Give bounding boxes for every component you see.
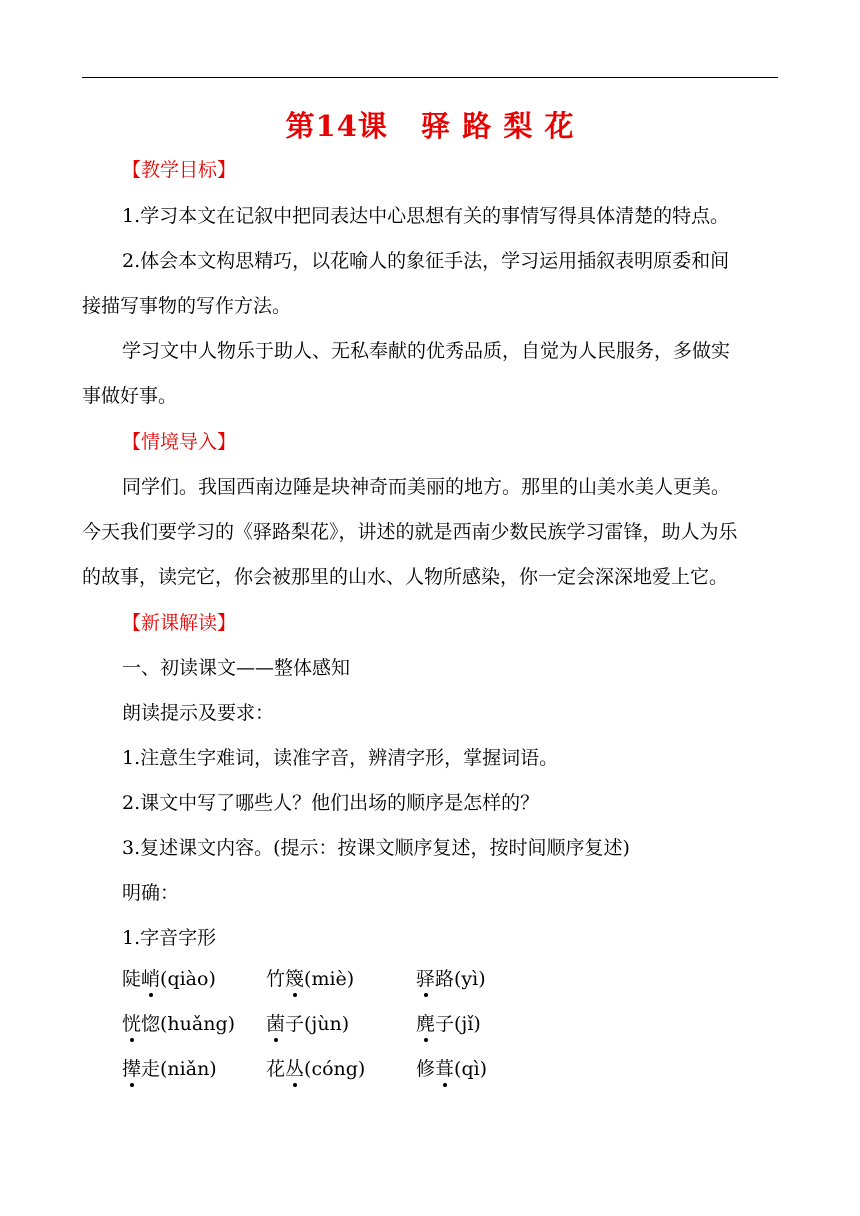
objectives-heading: 【教学目标】: [122, 159, 237, 181]
vocab-item: 陡峭(qiào): [122, 968, 216, 990]
lesson-line-2: 朗读提示及要求：: [122, 702, 275, 724]
lesson-line-4: 2.课文中写了哪些人？他们出场的顺序是怎样的？: [122, 792, 540, 814]
emphasis-dot: 葺: [435, 1058, 455, 1080]
intro-heading: 【情境导入】: [122, 431, 237, 453]
objective-line-3: 学习文中人物乐于助人、无私奉献的优秀品质，自觉为人民服务，多做实: [122, 340, 731, 362]
emphasis-dot: 撵: [122, 1058, 142, 1080]
objective-line-2: 2.体会本文构思精巧，以花喻人的象征手法，学习运用插叙表明原委和间: [122, 250, 730, 272]
vocab-item: 恍惚(huǎng): [122, 1013, 236, 1035]
lesson-heading: 【新课解读】: [122, 612, 237, 634]
lesson-line-7: 1.字音字形: [122, 927, 217, 949]
emphasis-dot: 篾: [285, 968, 305, 990]
objective-line-3-cont: 事做好事。: [82, 385, 178, 407]
vocab-item: 竹篾(miè): [266, 968, 355, 990]
vocab-item: 花丛(cóng): [266, 1058, 366, 1080]
vocab-item: 撵走(niǎn): [122, 1058, 217, 1080]
lesson-line-1: 一、初读课文——整体感知: [122, 657, 351, 679]
intro-line-1: 同学们。我国西南边陲是块神奇而美丽的地方。那里的山美水美人更美。: [122, 476, 731, 498]
vocab-item: 菌子(jùn): [266, 1013, 350, 1035]
objective-line-2-cont: 接描写事物的写作方法。: [82, 295, 292, 317]
objective-line-1: 1.学习本文在记叙中把同表达中心思想有关的事情写得具体清楚的特点。: [122, 205, 730, 227]
vocab-item: 驿路(yì): [416, 968, 486, 990]
emphasis-dot: 麂: [416, 1013, 436, 1035]
lesson-line-6: 明确：: [122, 882, 180, 904]
page-title: 第14课 驿 路 梨 花: [285, 109, 575, 143]
emphasis-dot: 峭: [141, 968, 161, 990]
emphasis-dot: 菌: [266, 1013, 286, 1035]
lesson-line-3: 1.注意生字难词，读准字音，辨清字形，掌握词语。: [122, 747, 559, 769]
top-rule: [82, 77, 778, 78]
vocab-item: 麂子(jǐ): [416, 1013, 481, 1035]
intro-line-2: 今天我们要学习的《驿路梨花》，讲述的就是西南少数民族学习雷锋，助人为乐: [82, 521, 738, 543]
emphasis-dot: 驿: [416, 968, 436, 990]
lesson-line-5: 3.复述课文内容。(提示：按课文顺序复述，按时间顺序复述): [122, 837, 630, 859]
emphasis-dot: 丛: [285, 1058, 305, 1080]
intro-line-3: 的故事，读完它，你会被那里的山水、人物所感染，你一定会深深地爱上它。: [82, 566, 729, 588]
vocab-item: 修葺(qì): [416, 1058, 488, 1080]
emphasis-dot: 恍: [122, 1013, 142, 1035]
